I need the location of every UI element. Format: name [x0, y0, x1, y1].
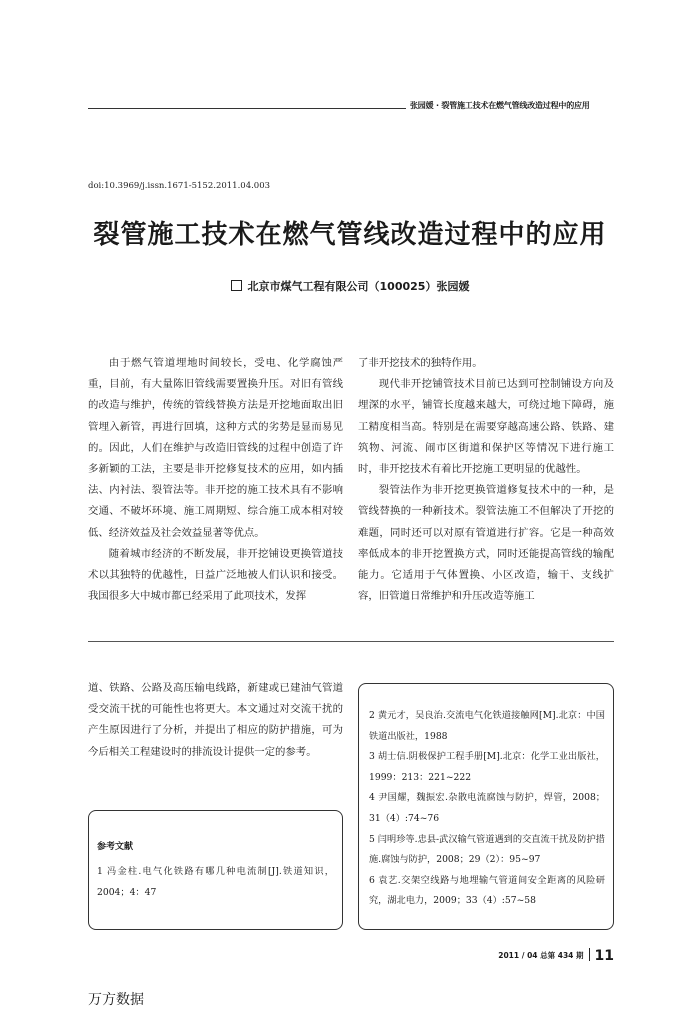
running-header: 张园媛 · 裂管施工技术在燃气管线改造过程中的应用: [410, 101, 590, 110]
reference-item: 5 闫明珍等.忠县-武汉输气管道遇到的交直流干扰及防护措施.腐蚀与防护，2008；29（2）：95~97: [369, 833, 605, 866]
watermark: 万方数据: [88, 992, 144, 1008]
article-title: 裂管施工技术在燃气管线改造过程中的应用: [93, 220, 607, 250]
body-column-left: [88, 353, 343, 607]
paragraph: 裂管法作为非开挖更换管道修复技术中的一种，是管线替换的一种新技术。裂管法施工不但解决了开挖的难题，同时还可以对原有管道进行扩容。它是一种高效率低成本的非开挖置换方式，同时还能提高管线的输配能力。它适用于气体置换、小区改造，输干、支线扩容，旧管道日常维护和升压改造等施工: [358, 484, 614, 603]
doi-line: doi:10.3969/j.issn.1671-5152.2011.04.003: [88, 181, 271, 191]
page-footer: [400, 945, 614, 964]
paragraph: 由于燃气管道埋地时间较长，受电、化学腐蚀严重，目前，有大量陈旧管线需要置换升压。对旧有管线的改造与维护，传统的管线替换方法是开挖地面取出旧管埋入新管，再进行回填，这种方式的劣势是显而易见的。因此，人们在维护与改造旧管线的过程中创造了许多新颖的工法，主要是非开挖修复技术的应用，如内插法、内衬法、裂管法等。非开挖的施工技术具有不影响交通、不破坏环境、施工周期短、综合施工成本相对较低、经济效益及社会效益显著等优点。: [88, 357, 343, 539]
reference-list: [369, 706, 605, 912]
reference-item: 3 胡士信.阴极保护工程手册[M].北京：化学工业出版社，1999：213：221~222: [369, 751, 605, 783]
footer-divider: [589, 948, 590, 961]
paragraph: 随着城市经济的不断发展，非开挖铺设更换管道技术以其独特的优越性，日益广泛地被人们认识和接受。我国很多大中城市都已经采用了此项技术，发挥: [88, 547, 343, 603]
references-box-right: [358, 683, 614, 930]
reference-list: [97, 862, 334, 903]
header-rule: [88, 108, 406, 109]
reference-item: 6 袁艺.交架空线路与地埋输气管道间安全距离的风险研究，湖北电力，2009；33（4）:57~58: [369, 874, 605, 907]
reference-item: 1 冯金柱.电气化铁路有哪几种电流制[J].铁道知识，2004；4：47: [97, 866, 334, 898]
issue-info: 2011 / 04 总第 434 期: [498, 951, 584, 960]
page-number: 11: [594, 948, 614, 964]
body-column-right: [358, 353, 614, 607]
reference-item: 4 尹国耀，魏振宏.杂散电流腐蚀与防护，焊管，2008；31（4）:74~76: [369, 792, 605, 824]
square-bullet-icon: [231, 280, 242, 291]
author-line: 北京市煤气工程有限公司（100025）张园媛: [247, 280, 470, 293]
paragraph: 现代非开挖铺管技术目前已达到可控制铺设方向及埋深的水平，铺管长度越来越大，可绕过地下障碍，施工精度相当高。特别是在需要穿越高速公路、铁路、建筑物、河流、闹市区街道和保护区等情况下进行施工时，非开挖技术有着比开挖施工更明显的优越性。: [358, 378, 614, 476]
paragraph: 了非开挖技术的独特作用。: [358, 357, 483, 369]
paragraph: 道、铁路、公路及高压输电线路，新建或已建油气管道受交流干扰的可能性也将更大。本文通过对交流干扰的产生原因进行了分析，并提出了相应的防护措施，可为今后相关工程建设时的排流设计提供一定的参考。: [88, 682, 343, 758]
section-divider: [88, 641, 614, 642]
references-box-left: [88, 810, 343, 930]
author-affiliation: [0, 278, 700, 294]
lower-text-block: [88, 678, 343, 763]
reference-item: 2 黄元才，吴良治.交流电气化铁道接触网[M].北京：中国铁道出版社，1988: [369, 710, 605, 742]
references-heading: 参考文献: [97, 842, 134, 852]
